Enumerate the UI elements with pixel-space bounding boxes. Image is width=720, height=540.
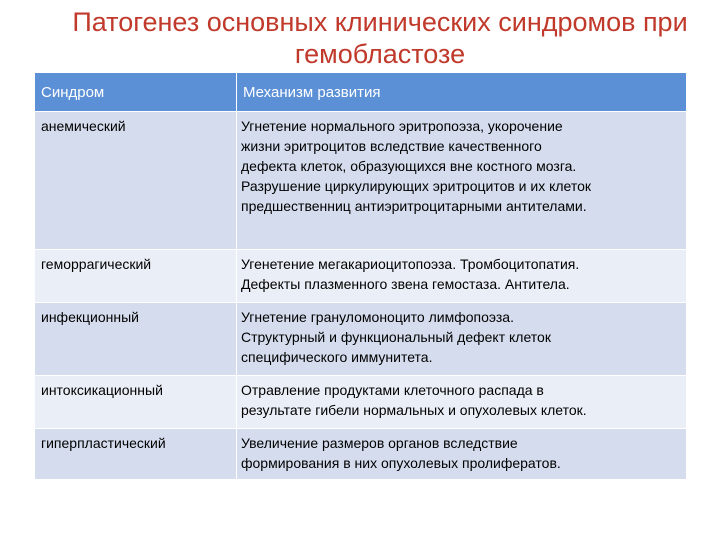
mechanism-line: Разрушение циркулирующих эритроцитов и их клеток (241, 178, 592, 194)
mechanism-line: Отравление продуктами клеточного распада в (241, 382, 544, 398)
mechanism-cell (237, 376, 687, 429)
syndrome-cell: геморрагический (35, 250, 237, 303)
page-title-line-1: Патогенез основных клинических синдромов при (72, 7, 688, 37)
mechanism-line: специфического иммунитета. (241, 349, 433, 365)
mechanism-line: Угнетение грануломоноцито лимфопоэза. (241, 309, 514, 325)
page-title-line-2: гемобластозе (294, 39, 466, 69)
mechanism-line: дефекта клеток, образующихся вне костного мозга. (241, 158, 577, 174)
mechanism-line: Увеличение размеров органов вследствие (241, 435, 518, 451)
mechanism-line: жизни эритроцитов вследствие качественного (241, 138, 542, 154)
table-row (35, 112, 687, 250)
mechanism-cell (237, 250, 687, 303)
table-row (35, 376, 687, 429)
mechanism-line: Угнетение нормального эритропоэза, укорочение (241, 118, 563, 134)
page-title (70, 6, 690, 70)
syndrome-cell: гиперпластический (35, 429, 237, 480)
column-header-syndrome: Синдром (35, 73, 237, 112)
table-header-row (35, 73, 687, 112)
mechanism-line: формирования в них опухолевых пролифератов. (241, 455, 561, 471)
column-header-mechanism: Механизм развития (237, 73, 687, 112)
table-row (35, 250, 687, 303)
mechanism-cell (237, 112, 687, 250)
table-row (35, 303, 687, 376)
syndrome-cell: интоксикационный (35, 376, 237, 429)
mechanism-line: Структурный и функциональный дефект клеток (241, 329, 551, 345)
syndromes-table (34, 72, 687, 480)
syndrome-cell: анемический (35, 112, 237, 250)
mechanism-line: предшественниц антиэритроцитарными антителами. (241, 198, 587, 214)
mechanism-line: Дефекты плазменного звена гемостаза. Антитела. (241, 276, 570, 292)
table-row (35, 429, 687, 480)
mechanism-line: результате гибели нормальных и опухолевых клеток. (241, 402, 587, 418)
syndrome-cell: инфекционный (35, 303, 237, 376)
mechanism-line: Угенетение мегакариоцитопоэза. Тромбоцитопатия. (241, 256, 580, 272)
mechanism-cell (237, 429, 687, 480)
mechanism-cell (237, 303, 687, 376)
